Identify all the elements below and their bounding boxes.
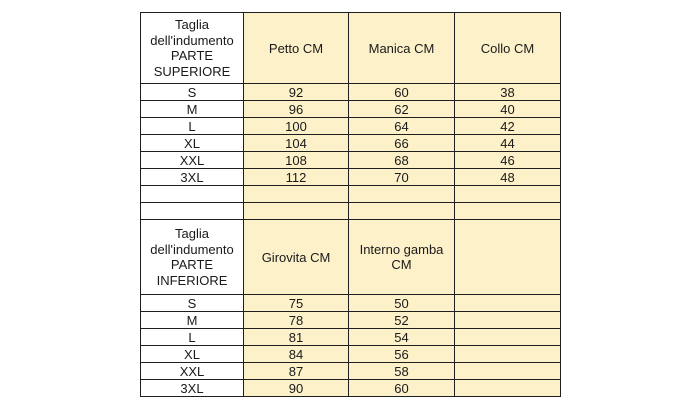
neck-cell: 40 [455,101,561,118]
lower-waist-header: Girovita CM [244,220,349,295]
empty-cell [455,295,561,312]
neck-cell: 48 [455,169,561,186]
neck-cell: 46 [455,152,561,169]
table-row [141,312,561,329]
empty-cell [455,329,561,346]
empty-cell [141,186,244,203]
size-cell: M [141,101,244,118]
upper-sleeve-header: Manica CM [349,13,455,84]
empty-cell [455,186,561,203]
table-row [141,380,561,397]
table-row [141,169,561,186]
waist-cell: 81 [244,329,349,346]
table-row [141,152,561,169]
table-row [141,295,561,312]
table-row [141,346,561,363]
chest-cell: 112 [244,169,349,186]
inseam-cell: 58 [349,363,455,380]
empty-row [141,186,561,203]
empty-cell [349,186,455,203]
lower-inseam-header: Interno gamba CM [349,220,455,295]
size-cell: XXL [141,152,244,169]
inseam-cell: 50 [349,295,455,312]
size-chart-sheet [140,12,560,397]
size-chart-table [140,12,561,397]
empty-cell [141,203,244,220]
table-row [141,118,561,135]
empty-cell [244,186,349,203]
sleeve-cell: 64 [349,118,455,135]
size-cell: XL [141,346,244,363]
chest-cell: 100 [244,118,349,135]
size-cell: S [141,295,244,312]
empty-row [141,203,561,220]
waist-cell: 75 [244,295,349,312]
empty-cell [455,203,561,220]
lower-empty-header [455,220,561,295]
upper-header-row [141,13,561,84]
inseam-cell: 52 [349,312,455,329]
chest-cell: 104 [244,135,349,152]
table-row [141,135,561,152]
waist-cell: 90 [244,380,349,397]
empty-cell [244,203,349,220]
size-cell: 3XL [141,169,244,186]
upper-chest-header: Petto CM [244,13,349,84]
empty-cell [455,363,561,380]
chest-cell: 96 [244,101,349,118]
size-cell: L [141,329,244,346]
size-cell: S [141,84,244,101]
sleeve-cell: 70 [349,169,455,186]
size-cell: XXL [141,363,244,380]
lower-size-header: Taglia dell'indumento PARTE INFERIORE [141,220,244,295]
empty-cell [455,380,561,397]
upper-neck-header: Collo CM [455,13,561,84]
size-cell: XL [141,135,244,152]
table-row [141,84,561,101]
chest-cell: 92 [244,84,349,101]
empty-cell [349,203,455,220]
waist-cell: 78 [244,312,349,329]
empty-cell [455,346,561,363]
sleeve-cell: 60 [349,84,455,101]
waist-cell: 87 [244,363,349,380]
size-cell: 3XL [141,380,244,397]
sleeve-cell: 68 [349,152,455,169]
chest-cell: 108 [244,152,349,169]
table-row [141,101,561,118]
size-cell: M [141,312,244,329]
neck-cell: 38 [455,84,561,101]
table-row [141,363,561,380]
inseam-cell: 56 [349,346,455,363]
waist-cell: 84 [244,346,349,363]
lower-header-row [141,220,561,295]
empty-cell [455,312,561,329]
sleeve-cell: 62 [349,101,455,118]
table-row [141,329,561,346]
sleeve-cell: 66 [349,135,455,152]
inseam-cell: 54 [349,329,455,346]
upper-size-header: Taglia dell'indumento PARTE SUPERIORE [141,13,244,84]
inseam-cell: 60 [349,380,455,397]
neck-cell: 42 [455,118,561,135]
neck-cell: 44 [455,135,561,152]
size-cell: L [141,118,244,135]
